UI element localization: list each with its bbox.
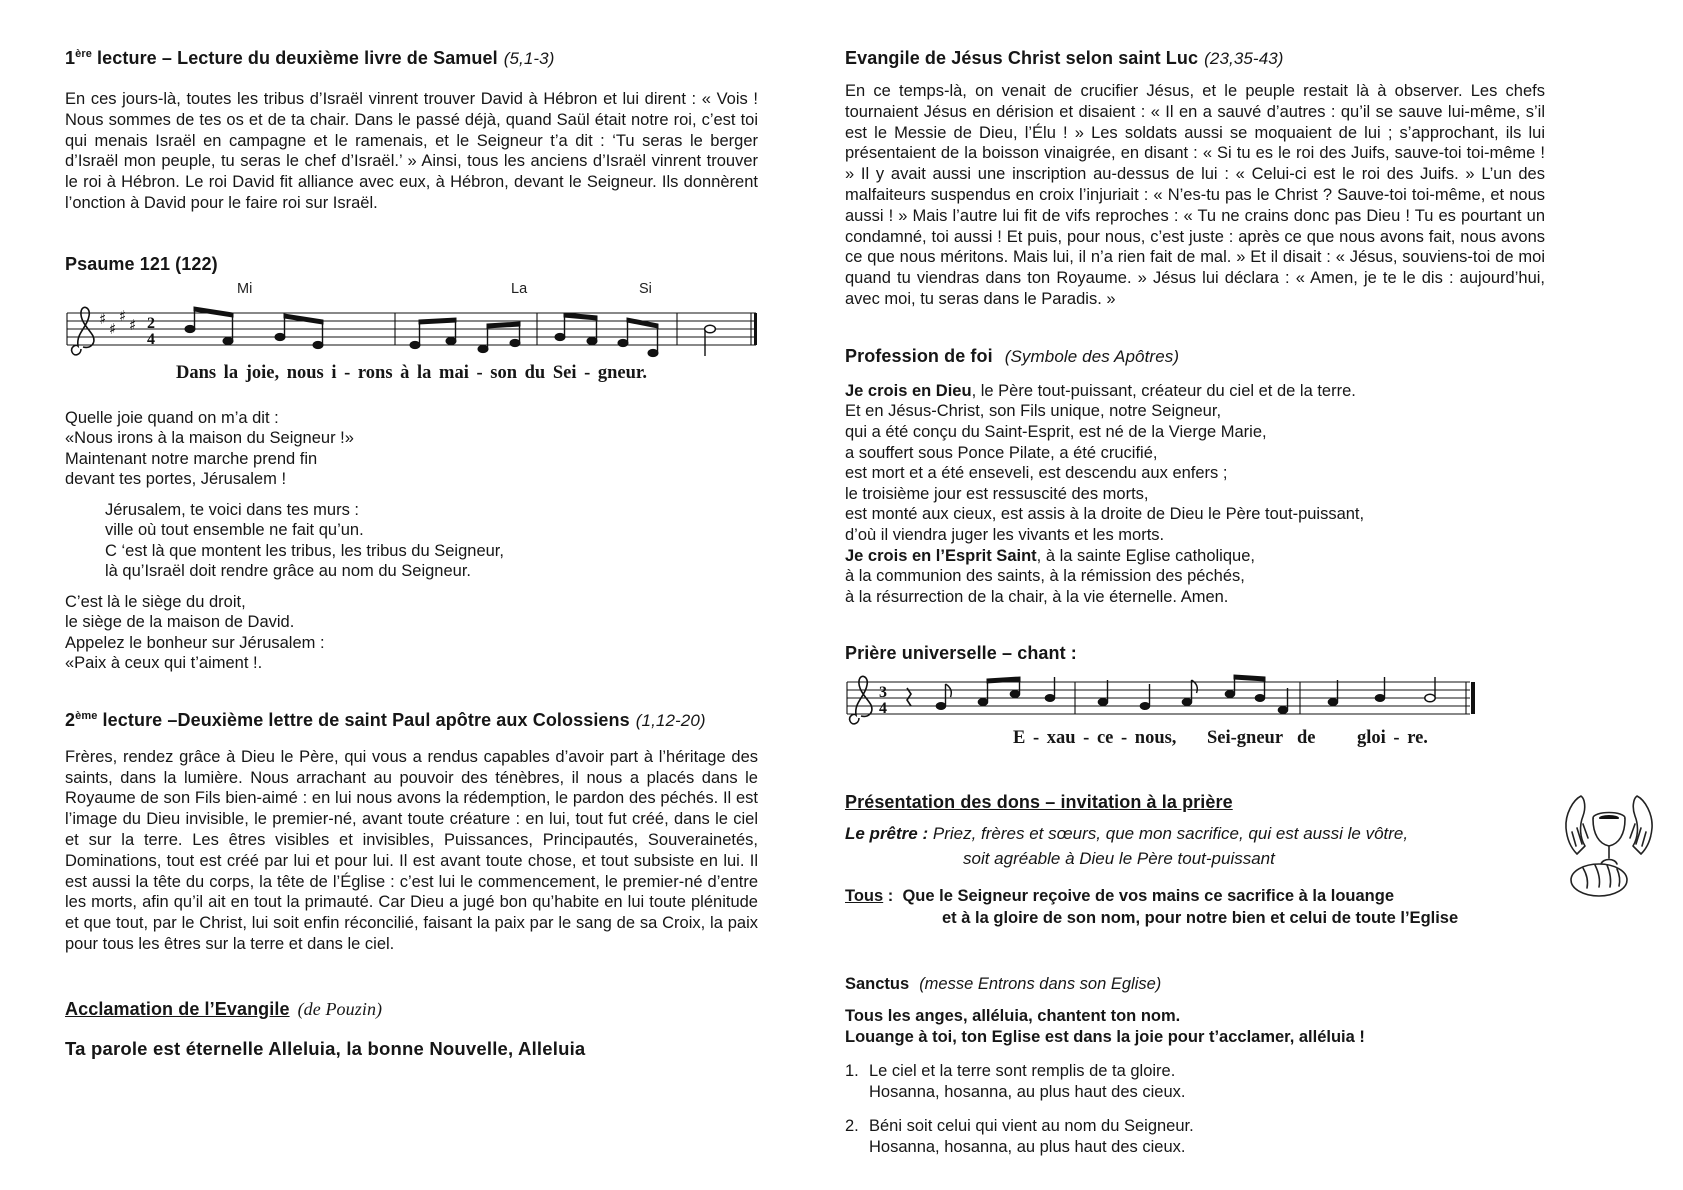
- sanctus-verse-1: [845, 1061, 1545, 1102]
- first-reading-reference: (5,1-3): [503, 49, 555, 68]
- credo-rest: , à la sainte Eglise catholique,: [1036, 546, 1255, 565]
- verse-text: [869, 1061, 1185, 1102]
- psalm-staff-notation: [65, 299, 758, 361]
- psalm-line: là qu’Israël doit rendre grâce au nom du Seigneur.: [105, 562, 471, 581]
- verse-line: Le ciel et la terre sont remplis de ta gloire.: [869, 1062, 1176, 1081]
- lyric-segment: E - xau - ce - nous,: [1013, 728, 1177, 749]
- psalm-line: Quelle joie quand on m’a dit :: [65, 408, 279, 427]
- credo-line: [845, 504, 1545, 525]
- sanctus-line: Tous les anges, alléluia, chantent ton nom.: [845, 1007, 1181, 1026]
- gospel-title: Evangile de Jésus Christ selon saint Luc: [845, 48, 1199, 68]
- sanctus-line: Louange à toi, ton Eglise est dans la joie pour t’acclamer, alléluia !: [845, 1027, 1365, 1046]
- credo-rest: qui a été conçu du Saint-Esprit, est né de la Vierge Marie,: [845, 422, 1267, 441]
- psalm-line: «Nous irons à la maison du Seigneur !»: [65, 429, 354, 448]
- psalm-antiphon-lyrics: Dans la joie, nous i - rons à la mai - son du Sei - gneur.: [175, 362, 648, 383]
- right-column: [845, 48, 1545, 1157]
- credo-rest: a souffert sous Ponce Pilate, a été crucifié,: [845, 443, 1158, 462]
- psalm-line: Jérusalem, te voici dans tes murs :: [105, 500, 360, 519]
- final-barline: [754, 313, 757, 345]
- psalm-line: Maintenant notre marche prend fin: [65, 449, 318, 468]
- credo-line: [845, 546, 1545, 567]
- left-column: [65, 48, 758, 1060]
- universal-prayer-score: [845, 672, 1545, 752]
- verse-number: 2.: [845, 1117, 859, 1136]
- priest-invitation-line2: soit agréable à Dieu le Père tout-puissant: [963, 849, 1275, 869]
- svg-text:♯: ♯: [129, 315, 137, 334]
- key-signature-sharps: [99, 307, 136, 338]
- universal-prayer-heading: Prière universelle – chant :: [845, 643, 1077, 664]
- credo-heading: [845, 346, 1545, 367]
- credo-line: [845, 525, 1545, 546]
- time-signature-bottom: 4: [879, 700, 887, 718]
- assembly-text: Que le Seigneur reçoive de vos mains ce sacrifice à la louange: [902, 887, 1395, 906]
- final-barline: [1471, 682, 1475, 714]
- psalm-title: Psaume 121 (122): [65, 253, 218, 274]
- credo-rest: à la communion des saints, à la rémission des péchés,: [845, 567, 1245, 586]
- svg-text:♯: ♯: [99, 309, 107, 328]
- psalm-stanza-3: [65, 592, 758, 674]
- credo-rest: d’où il viendra juger les vivants et les morts.: [845, 525, 1165, 544]
- credo-line: [845, 587, 1545, 608]
- second-reading-number: 2: [65, 709, 76, 730]
- first-reading-ordinal: ère: [75, 48, 92, 60]
- verse-number: 1.: [845, 1062, 859, 1081]
- psalm-stanza-1: [65, 408, 758, 490]
- first-reading-heading: [65, 48, 758, 69]
- svg-text:♯: ♯: [109, 319, 117, 338]
- psalm-chords: [65, 281, 758, 299]
- notes: [185, 307, 715, 357]
- psalm-line: C ‘est là que montent les tribus, les tribus du Seigneur,: [105, 541, 504, 560]
- psalm-stanza-2: [65, 500, 758, 582]
- credo-line: [845, 463, 1545, 484]
- notes: [907, 675, 1435, 714]
- first-reading-number: 1: [65, 48, 76, 68]
- gospel-acclamation-reference: (de Pouzin): [297, 998, 383, 1019]
- verse-line: Béni soit celui qui vient au nom du Seigneur.: [869, 1117, 1194, 1136]
- sanctus-heading: [845, 975, 1545, 994]
- credo-bold: Je crois en l’Esprit Saint: [845, 546, 1037, 565]
- second-reading-reference: (1,12-20): [635, 710, 706, 730]
- gospel-acclamation-heading: [65, 999, 758, 1020]
- assembly-response: [845, 885, 1545, 929]
- verse-line: Hosanna, hosanna, au plus haut des cieux.: [869, 1082, 1186, 1101]
- assembly-colon: :: [883, 887, 894, 906]
- gospel-acclamation-title: Acclamation de l’Evangile: [65, 998, 290, 1019]
- credo-line: [845, 422, 1545, 443]
- sanctus-title: Sanctus: [845, 975, 910, 994]
- psalm-line: devant tes portes, Jérusalem !: [65, 470, 287, 489]
- priest-invitation-line1: [845, 821, 1545, 846]
- lyric-segment: Sei-gneur: [1207, 728, 1284, 749]
- credo-bold: Je crois en Dieu: [845, 381, 972, 400]
- chord-label-si: Si: [639, 280, 652, 297]
- gospel-heading: [845, 48, 1545, 69]
- credo-rest: à la résurrection de la chair, à la vie éternelle. Amen.: [845, 587, 1229, 606]
- treble-clef: [72, 307, 94, 354]
- second-reading-title: lecture –Deuxième lettre de saint Paul apôtre aux Colossiens: [97, 709, 630, 730]
- second-reading-body: Frères, rendez grâce à Dieu le Père, qui vous a rendus capables d’avoir part à l’héritage des saints, dans la lumière. Nous arrachant au pouvoir des ténèbres, il nous a placés dans le Royaume de son Fils bien-aimé : en lui nous avons la rédemption, le pardon des péchés. Il est l’image du Dieu invisible, le premier-né, avant toute créature : en lui, tout fut créé, dans le ciel et sur la terre. Les êtres visibles et invisibles, Puissances, Principautés, Souverainetés, Dominations, tout est créé par lui et pour lui. Il est avant toute chose, et tout subsiste en lui. Il est aussi la tête du corps, la tête de l’Église : c’est lui le commencement, le premier-né d’entre les morts, afin qu’il ait en tout la primauté. Car Dieu a jugé bon qu’habite en lui toute plénitude et que tout, par le Christ, lui soit enfin réconcilié, faisant la paix par le sang de sa Croix, la paix pour tous les êtres sur la terre et dans le ciel.: [65, 747, 758, 953]
- psalm-line: C’est là le siège du droit,: [65, 592, 246, 611]
- second-reading-heading: [65, 710, 758, 731]
- priest-label: Le prêtre :: [845, 824, 929, 844]
- sanctus-reference: (messe Entrons dans son Eglise): [919, 975, 1162, 994]
- chord-label-la: La: [511, 280, 528, 297]
- sanctus-refrain: [845, 1006, 1545, 1047]
- credo-rest: est mort et a été enseveli, est descendu aux enfers ;: [845, 464, 1228, 483]
- psalm-line: ville où tout ensemble ne fait qu’un.: [105, 521, 364, 540]
- credo-rest: Et en Jésus-Christ, son Fils unique, notre Seigneur,: [845, 402, 1222, 421]
- offertory-hands-chalice-icon: [1545, 788, 1673, 919]
- time-signature-top: 2: [147, 314, 155, 332]
- psalm-line: Appelez le bonheur sur Jérusalem :: [65, 633, 325, 652]
- priest-text: Priez, frères et sœurs, que mon sacrifice, qui est aussi le vôtre,: [932, 824, 1409, 844]
- universal-prayer-staff-notation: [845, 672, 1477, 726]
- credo-text: [845, 381, 1545, 608]
- psalm-line: le siège de la maison de David.: [65, 613, 295, 632]
- credo-rest: , le Père tout-puissant, créateur du ciel et de la terre.: [971, 381, 1356, 400]
- credo-rest: est monté aux cieux, est assis à la droite de Dieu le Père tout-puissant,: [845, 505, 1365, 524]
- treble-clef: [850, 677, 872, 724]
- first-reading-title: lecture – Lecture du deuxième livre de Samuel: [91, 48, 498, 68]
- verse-text: [869, 1116, 1194, 1157]
- credo-title: Profession de foi: [845, 345, 993, 366]
- credo-line: [845, 401, 1545, 422]
- credo-reference: (Symbole des Apôtres): [1004, 346, 1180, 366]
- credo-line: [845, 484, 1545, 505]
- assembly-response-line2: et à la gloire de son nom, pour notre bien et celui de toute l’Eglise: [942, 909, 1459, 928]
- time-signature-top: 3: [879, 684, 887, 702]
- credo-line: [845, 566, 1545, 587]
- gospel-body: En ce temps-là, on venait de crucifier Jésus, et le peuple restait là à observer. Les chefs tournaient Jésus en dérision et disaient : « Il en a sauvé d’autres : qu’il se sauve lui-même, s’il est le Messie de Dieu, l’Élu ! » Les soldats aussi se moquaient de lui ; s’approchant, ils lui présentaient de la boisson vinaigrée, en disant : « Si tu es le roi des Juifs, sauve-toi toi-même ! » Il y avait aussi une inscription au-dessus de lui : « Celui-ci est le roi des Juifs. » L’un des malfaiteurs suspendus en croix l’injuriait : « N’es-tu pas le Christ ? Sauve-toi toi-même, et nous aussi ! » Mais l’autre lui fit de vifs reproches : « Tu ne crains donc pas Dieu ! Tu es pourtant un condamné, toi aussi ! Et puis, pour nous, c’est juste : après ce que nous avons fait, nous avons ce que nous méritons. Mais lui, il n’a rien fait de mal. » Et il disait : « Jésus, souviens-toi de moi quand tu viendras dans ton Royaume. » Jésus lui déclara : « Amen, je te le dis : aujourd’hui, avec moi, tu seras dans le Paradis. »: [845, 82, 1545, 308]
- verse-line: Hosanna, hosanna, au plus haut des cieux.: [869, 1137, 1186, 1156]
- svg-text:♯: ♯: [119, 306, 127, 325]
- psalm-score: [65, 281, 758, 384]
- chord-label-mi: Mi: [237, 280, 253, 297]
- offertory-heading: Présentation des dons – invitation à la prière: [845, 792, 1233, 813]
- lyric-segment: gloi - re.: [1357, 728, 1428, 749]
- assembly-response-line1: [845, 885, 1545, 907]
- credo-rest: le troisième jour est ressuscité des morts,: [845, 484, 1149, 503]
- credo-line: [845, 443, 1545, 464]
- sanctus-verse-2: [845, 1116, 1545, 1157]
- gospel-reference: (23,35-43): [1204, 49, 1284, 68]
- second-reading-ordinal: ème: [75, 709, 98, 722]
- time-signature-bottom: 4: [147, 330, 155, 348]
- first-reading-body: En ces jours-là, toutes les tribus d’Israël vinrent trouver David à Hébron et lui dirent : « Vois ! Nous sommes de tes os et de ta chair. Dans le passé déjà, quand Saül était notre roi, c’est toi qui menais Israël en campagne et le ramenais, et le Seigneur t’a dit : ‘Tu seras le berger d’Israël mon peuple, tu seras le chef d’Israël.’ » Ainsi, tous les anciens d’Israël vinrent trouver le roi à Hébron. Le roi David fit alliance avec eux, à Hébron, devant le Seigneur. Ils donnèrent l’onction à David pour le faire roi sur Israël.: [65, 90, 758, 212]
- credo-line: [845, 381, 1545, 402]
- universal-prayer-lyrics: [845, 728, 1545, 752]
- assembly-label: Tous: [845, 887, 884, 906]
- psalm-line: «Paix à ceux qui t’aiment !.: [65, 654, 263, 673]
- lyric-segment: de: [1297, 728, 1316, 749]
- gospel-acclamation-response: Ta parole est éternelle Alleluia, la bonne Nouvelle, Alleluia: [65, 1037, 586, 1059]
